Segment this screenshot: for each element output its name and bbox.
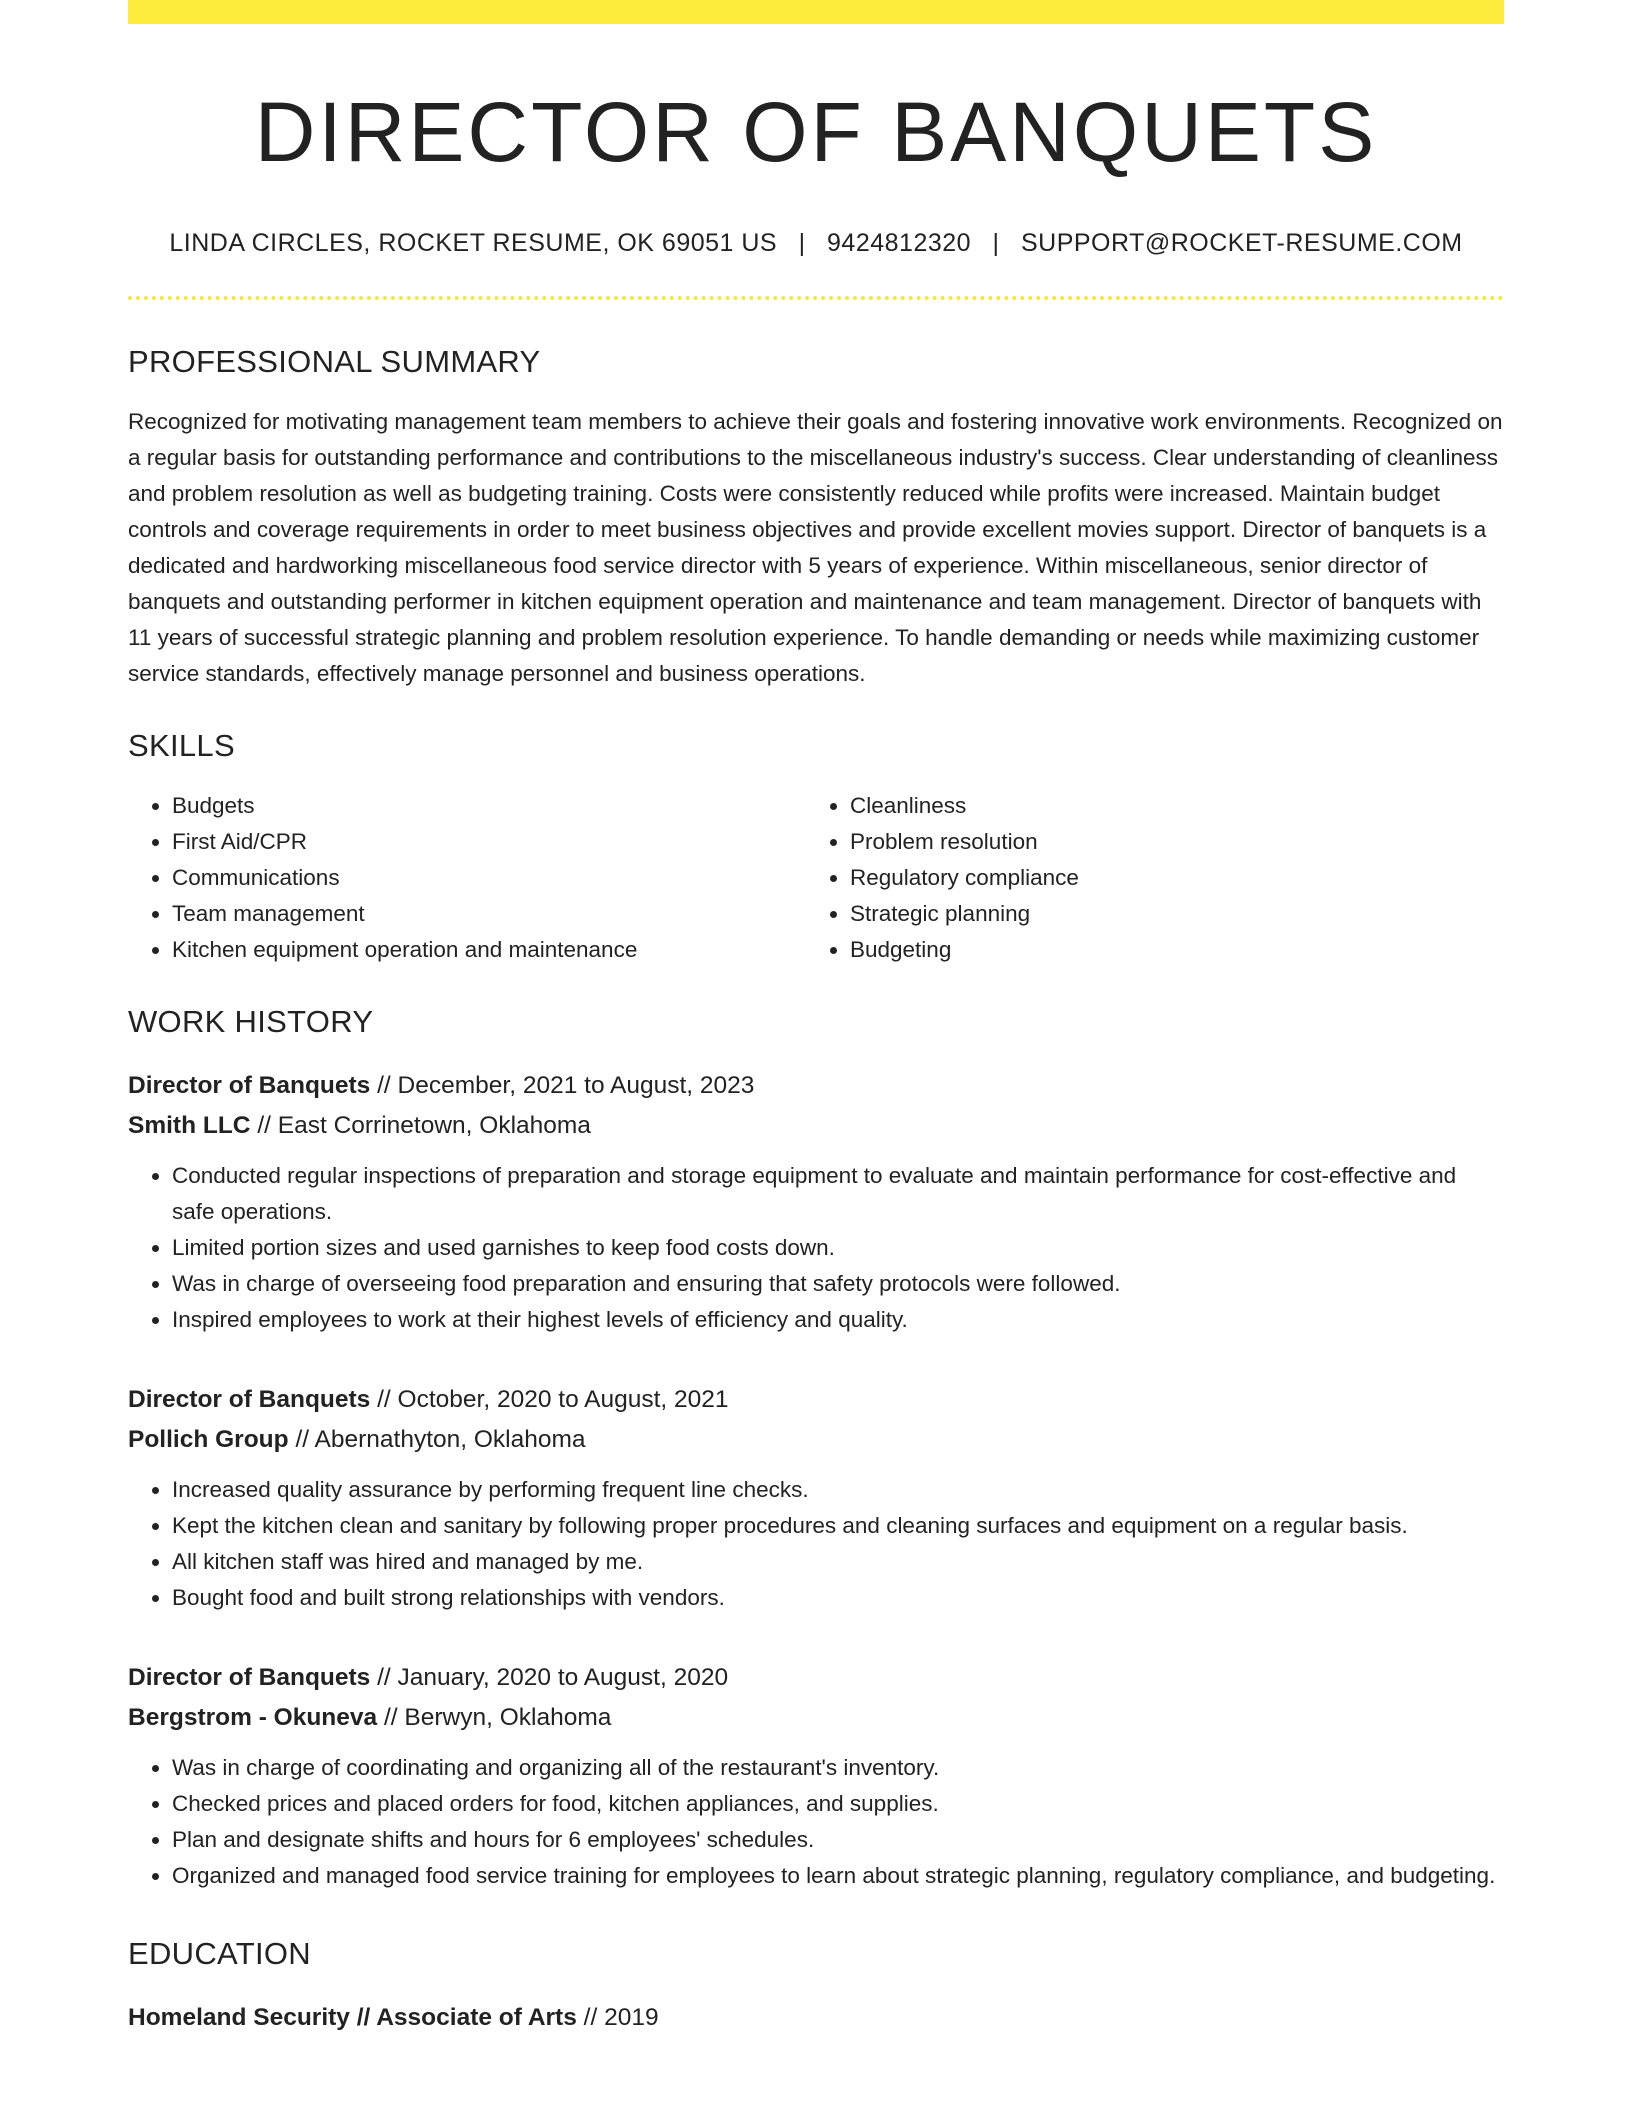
job-role: Director of Banquets bbox=[128, 1071, 371, 1099]
job-role-line bbox=[128, 1380, 1504, 1420]
job-bullet: • Inspired employees to work at their highest levels of efficiency and quality. bbox=[172, 1302, 1504, 1338]
job-dates: // January, 2020 to August, 2020 bbox=[377, 1663, 729, 1691]
skill-item: • Cleanliness bbox=[850, 788, 1079, 824]
job-bullet: • Organized and managed food service training for employees to learn about strategic planning, regulatory compliance, and budgeting. bbox=[172, 1858, 1504, 1894]
job-bullet: • Was in charge of coordinating and organizing all of the restaurant's inventory. bbox=[172, 1750, 1504, 1786]
job-dates: // December, 2021 to August, 2023 bbox=[377, 1071, 755, 1099]
skill-item: • First Aid/CPR bbox=[172, 824, 806, 860]
job-bullet: • All kitchen staff was hired and managed by me. bbox=[172, 1544, 1504, 1580]
job-bullets bbox=[128, 1750, 1504, 1894]
contact-phone: 9424812320 bbox=[827, 228, 972, 257]
job-dates: // October, 2020 to August, 2021 bbox=[377, 1385, 729, 1413]
job-bullets bbox=[128, 1158, 1504, 1338]
job-location: // Berwyn, Oklahoma bbox=[383, 1703, 612, 1731]
education-year: // 2019 bbox=[583, 2003, 659, 2031]
skills-list bbox=[128, 788, 1504, 968]
job-role-line bbox=[128, 1658, 1504, 1698]
resume-page bbox=[128, 0, 1504, 2038]
job-bullet: • Kept the kitchen clean and sanitary by following proper procedures and cleaning surfaces and equipment on a regular basis. bbox=[172, 1508, 1504, 1544]
job-bullet: • Increased quality assurance by performing frequent line checks. bbox=[172, 1472, 1504, 1508]
contact-separator: | bbox=[992, 228, 1000, 257]
job-company-line bbox=[128, 1420, 1504, 1460]
job-entry bbox=[128, 1658, 1504, 1894]
top-accent-bar bbox=[128, 0, 1504, 24]
skill-item: • Budgets bbox=[172, 788, 806, 824]
skill-item: • Regulatory compliance bbox=[850, 860, 1079, 896]
job-bullet: • Limited portion sizes and used garnishes to keep food costs down. bbox=[172, 1230, 1504, 1266]
skill-item: • Strategic planning bbox=[850, 896, 1079, 932]
job-location: // East Corrinetown, Oklahoma bbox=[257, 1111, 591, 1139]
dotted-divider bbox=[128, 296, 1504, 300]
skill-item: • Team management bbox=[172, 896, 806, 932]
education-school-degree: Homeland Security // Associate of Arts bbox=[128, 2003, 577, 2031]
job-company: Pollich Group bbox=[128, 1425, 289, 1453]
education-heading: EDUCATION bbox=[128, 1935, 311, 1971]
job-entry bbox=[128, 1380, 1504, 1616]
skills-column-right bbox=[806, 788, 1079, 968]
resume-title: DIRECTOR OF BANQUETS bbox=[254, 85, 1378, 179]
job-bullets bbox=[128, 1472, 1504, 1616]
job-role: Director of Banquets bbox=[128, 1663, 371, 1691]
contact-email: SUPPORT@ROCKET-RESUME.COM bbox=[1020, 228, 1463, 257]
education-entry bbox=[128, 1998, 1504, 2038]
work-history-heading: WORK HISTORY bbox=[128, 1003, 374, 1039]
job-company-line bbox=[128, 1106, 1504, 1146]
skill-item: • Problem resolution bbox=[850, 824, 1079, 860]
skill-item: • Budgeting bbox=[850, 932, 1079, 968]
contact-line bbox=[128, 229, 1504, 258]
job-company-line bbox=[128, 1698, 1504, 1738]
job-company: Smith LLC bbox=[128, 1111, 251, 1139]
job-bullet: • Plan and designate shifts and hours for 6 employees' schedules. bbox=[172, 1822, 1504, 1858]
skill-item: • Kitchen equipment operation and maintenance bbox=[172, 932, 806, 968]
summary-text: Recognized for motivating management team members to achieve their goals and fostering innovative work environments. Recognized on a regular basis for outstanding performance and contributions to the miscellaneous industry's success. Clear understanding of cleanliness and problem resolution as well as budgeting training. Costs were consistently reduced while profits were increased. Maintain budget controls and coverage requirements in order to meet business objectives and provide excellent movies support. Director of banquets is a dedicated and hardworking miscellaneous food service director with 5 years of experience. Within miscellaneous, senior director of banquets and outstanding performer in kitchen equipment operation and maintenance and team management. Director of banquets with 11 years of successful strategic planning and problem resolution experience. To handle demanding or needs while maximizing customer service standards, effectively manage personnel and business operations. bbox=[128, 408, 1503, 686]
summary-heading: PROFESSIONAL SUMMARY bbox=[128, 343, 541, 379]
skills-column-left bbox=[128, 788, 806, 968]
skills-heading: SKILLS bbox=[128, 727, 235, 763]
job-location: // Abernathyton, Oklahoma bbox=[295, 1425, 586, 1453]
job-bullet: • Was in charge of overseeing food preparation and ensuring that safety protocols were followed. bbox=[172, 1266, 1504, 1302]
skill-item: • Communications bbox=[172, 860, 806, 896]
job-role: Director of Banquets bbox=[128, 1385, 371, 1413]
job-bullet: • Checked prices and placed orders for food, kitchen appliances, and supplies. bbox=[172, 1786, 1504, 1822]
job-entry bbox=[128, 1066, 1504, 1338]
contact-address: LINDA CIRCLES, ROCKET RESUME, OK 69051 US bbox=[169, 228, 778, 257]
job-bullet: • Bought food and built strong relationships with vendors. bbox=[172, 1580, 1504, 1616]
job-role-line bbox=[128, 1066, 1504, 1106]
job-bullet: • Conducted regular inspections of preparation and storage equipment to evaluate and maintain performance for cost-effective and safe operations. bbox=[172, 1158, 1504, 1230]
contact-separator: | bbox=[798, 228, 806, 257]
job-company: Bergstrom - Okuneva bbox=[128, 1703, 378, 1731]
